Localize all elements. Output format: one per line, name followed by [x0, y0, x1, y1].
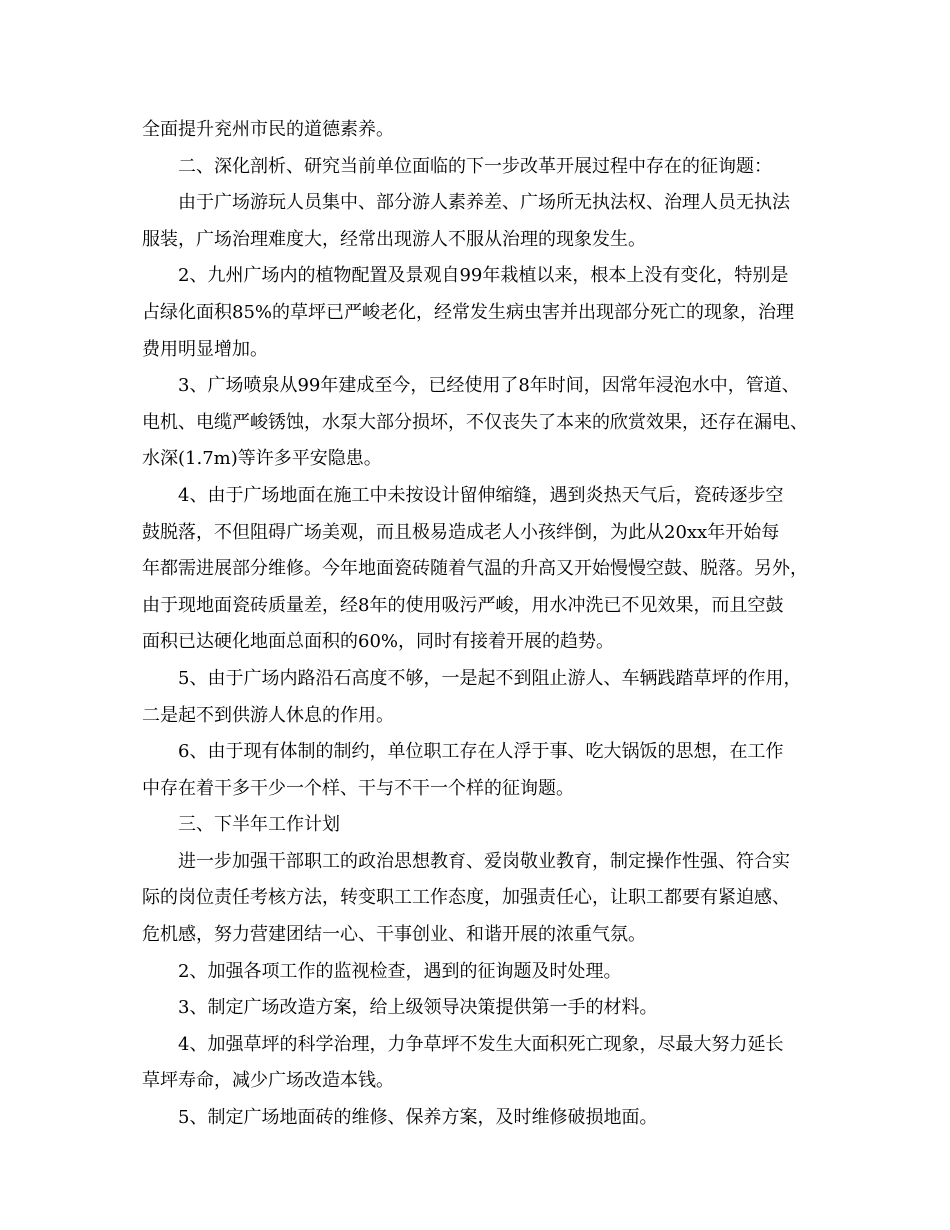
paragraph-issue-tiles: 4、由于广场地面在施工中未按设计留伸缩缝，遇到炎热天气后，瓷砖逐步空 鼓脱落，不但阻碍广场美观，而且极易造成老人小孩绊倒，为此从20xx年开始每 年都需进展部分维修。今年地面瓷砖随着气温的升高又开始慢慢空鼓、脱落。另外， 由于现地面瓷砖质量差，经8年的使用吸污严峻，用水冲洗已不见效果，而且空鼓 面积已达硬化地面总面积的60%，同时有接着开展的趋势。 [142, 484, 808, 653]
paragraph-issue-plants: 2、九州广场内的植物配置及景观自99年栽植以来，根本上没有变化，特别是 占绿化面积85%的草坪已严峻老化，经常发生病虫害并出现部分死亡的现象，治理 费用明显增加。 [142, 265, 795, 360]
paragraph-plan-education: 进一步加强干部职工的政治思想教育、爱岗敬业教育，制定操作性强、符合实 际的岗位责任考核方法，转变职工工作态度，加强责任心，让职工都要有紧迫感、 危机感，努力营建团结一心、干事创业、和谐开展的浓重气氛。 [142, 850, 790, 946]
paragraph-plan-lawn: 4、加强草坪的科学治理，力争草坪不发生大面积死亡现象，尽最大努力延长 草坪寿命，减少广场改造本钱。 [142, 1033, 784, 1092]
section-heading-plan: 三、下半年工作计划 [178, 814, 340, 836]
paragraph-plan-tiles: 5、制定广场地面砖的维修、保养方案，及时维修破损地面。 [178, 1107, 658, 1129]
section-heading-analysis: 二、深化剖析、研究当前单位面临的下一步改革开展过程中存在的征询题： [178, 155, 772, 177]
paragraph-issue-curbs: 5、由于广场内路沿石高度不够，一是起不到阻止游人、车辆践踏草坪的作用， 二是起不到供游人休息的作用。 [142, 667, 802, 726]
paragraph-issue-management: 由于广场游玩人员集中、部分游人素养差、广场所无执法权、治理人员无执法 服装，广场治理难度大，经常出现游人不服从治理的现象发生。 [142, 192, 790, 250]
paragraph-continuation: 全面提升兖州市民的道德素养。 [142, 119, 394, 140]
paragraph-issue-system: 6、由于现有体制的制约，单位职工存在人浮于事、吃大锅饭的思想，在工作 中存在着干多干少一个样、干与不干一个样的征询题。 [142, 741, 784, 799]
paragraph-plan-renovation: 3、制定广场改造方案，给上级领导决策提供第一手的材料。 [178, 997, 658, 1019]
paragraph-issue-fountain: 3、广场喷泉从99年建成至今，已经使用了8年时间，因常年浸泡水中，管道、 电机、电缆严峻锈蚀，水泵大部分损坏，不仅丧失了本来的欣赏效果，还存在漏电、 水深(1.7m)等许多平安隐患。 [142, 375, 808, 470]
document-body [142, 112, 820, 1137]
paragraph-plan-inspection: 2、加强各项工作的监视检查，遇到的征询题及时处理。 [178, 960, 622, 982]
